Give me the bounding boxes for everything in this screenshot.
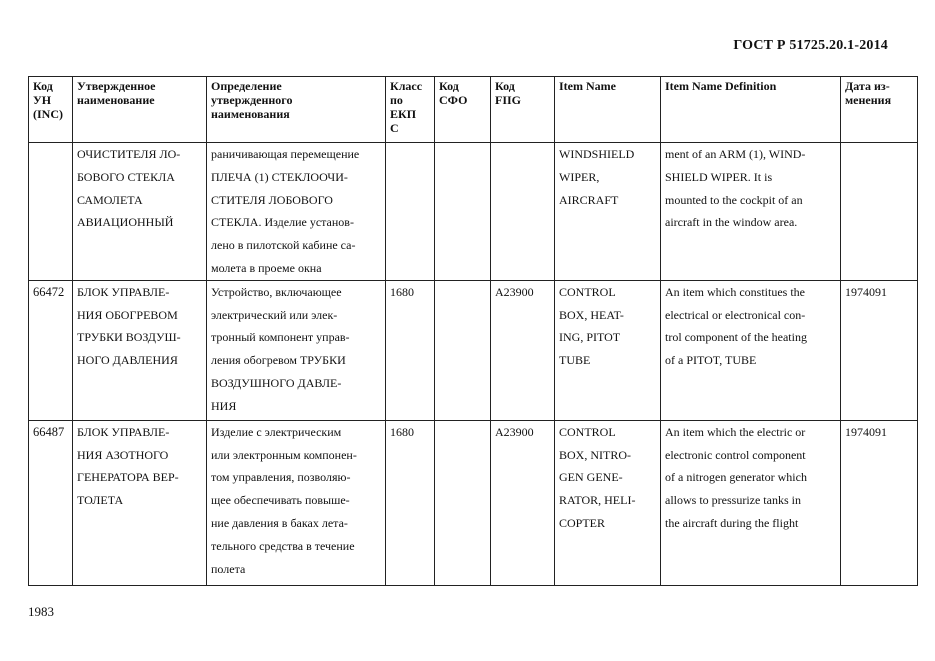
item-name-table xyxy=(28,76,918,586)
table-row xyxy=(29,280,918,420)
text-line: mounted to the cockpit of an xyxy=(665,192,803,207)
cell-fiig: A23900 xyxy=(491,420,555,585)
cell-change-date xyxy=(841,143,918,281)
text-line: ING, PITOT xyxy=(559,330,621,345)
text-line: ГЕНЕРАТОРА ВЕР- xyxy=(77,470,179,485)
cell-inc xyxy=(29,143,73,281)
text-line: BOX, HEAT- xyxy=(559,307,624,322)
col-header-item-name xyxy=(555,77,661,143)
cell-sfo xyxy=(435,280,491,420)
text-line: aircraft in the window area. xyxy=(665,215,798,230)
text-line: GEN GENE- xyxy=(559,470,623,485)
text-line: АВИАЦИОННЫЙ xyxy=(77,215,174,230)
text-line: (INC) xyxy=(33,107,63,121)
text-line: ПЛЕЧА (1) СТЕКЛООЧИ- xyxy=(211,169,348,184)
cell-change-date: 1974091 xyxy=(841,420,918,585)
text-line: Код xyxy=(495,79,515,93)
text-line: лено в пилотской кабине са- xyxy=(211,238,356,253)
text-line: An item which the electric or xyxy=(665,424,806,439)
text-line: наименование xyxy=(77,93,155,107)
cell-fiig: A23900 xyxy=(491,280,555,420)
text-line: полета xyxy=(211,561,246,576)
text-line: том управления, позволяю- xyxy=(211,470,351,485)
cell-item-name xyxy=(555,143,661,281)
text-line: менения xyxy=(845,93,892,107)
cell-inc: 66472 xyxy=(29,280,73,420)
cell-item-definition xyxy=(661,420,841,585)
text-line: Item Name xyxy=(559,79,616,93)
col-header-change-date xyxy=(841,77,918,143)
text-line: СТИТЕЛЯ ЛОБОВОГО xyxy=(211,192,333,207)
text-line: electrical or electronical con- xyxy=(665,307,806,322)
text-line: ления обогревом ТРУБКИ xyxy=(211,353,346,368)
text-line: SHIELD WIPER. It is xyxy=(665,169,773,184)
text-line: ние давления в баках лета- xyxy=(211,515,348,530)
cell-definition xyxy=(207,143,386,281)
cell-class: 1680 xyxy=(386,420,435,585)
text-line: CONTROL xyxy=(559,284,616,299)
text-line: тельного средства в течение xyxy=(211,538,355,553)
text-line: НИЯ ОБОГРЕВОМ xyxy=(77,307,178,322)
text-line: ВОЗДУШНОГО ДАВЛЕ- xyxy=(211,375,342,390)
text-line: НОГО ДАВЛЕНИЯ xyxy=(77,353,178,368)
text-line: Утвержденное xyxy=(77,79,156,93)
text-line: COPTER xyxy=(559,515,606,530)
text-line: CONTROL xyxy=(559,424,616,439)
cell-item-name xyxy=(555,280,661,420)
col-header-approved-name xyxy=(73,77,207,143)
text-line: Item Name Definition xyxy=(665,79,777,93)
text-line: ЕКП xyxy=(390,107,417,121)
cell-item-definition xyxy=(661,280,841,420)
text-line: WINDSHIELD xyxy=(559,147,635,161)
text-line: Дата из- xyxy=(845,79,890,93)
text-line: Код xyxy=(439,79,459,93)
text-line: молета в проеме окна xyxy=(211,260,322,275)
text-line: или электронным компонен- xyxy=(211,447,357,462)
text-line: ment of an ARM (1), WIND- xyxy=(665,147,806,161)
text-line: BOX, NITRO- xyxy=(559,447,631,462)
text-line: Определение xyxy=(211,79,282,93)
text-line: of a nitrogen generator which xyxy=(665,470,807,485)
text-line: of a PITOT, TUBE xyxy=(665,353,757,368)
text-line: ТОЛЕТА xyxy=(77,493,124,508)
text-line: СФО xyxy=(439,93,468,107)
table-row xyxy=(29,143,918,281)
cell-definition xyxy=(207,280,386,420)
text-line: WIPER, xyxy=(559,169,600,184)
cell-class xyxy=(386,143,435,281)
text-line: НИЯ АЗОТНОГО xyxy=(77,447,169,462)
text-line: TUBE xyxy=(559,353,591,368)
cell-inc: 66487 xyxy=(29,420,73,585)
text-line: УН xyxy=(33,93,52,107)
text-line: Изделие с электрическим xyxy=(211,424,342,439)
cell-change-date: 1974091 xyxy=(841,280,918,420)
cell-approved-name xyxy=(73,420,207,585)
text-line: БОВОГО СТЕКЛА xyxy=(77,169,175,184)
text-line: An item which constitues the xyxy=(665,284,805,299)
cell-approved-name xyxy=(73,280,207,420)
col-header-fiig xyxy=(491,77,555,143)
text-line: Устройство, включающее xyxy=(211,284,342,299)
text-line: электрический или элек- xyxy=(211,307,338,322)
text-line: щее обеспечивать повыше- xyxy=(211,493,350,508)
text-line: САМОЛЕТА xyxy=(77,192,143,207)
text-line: НИЯ xyxy=(211,398,237,413)
text-line: electronic control component xyxy=(665,447,806,462)
text-line: RATOR, HELI- xyxy=(559,493,636,508)
col-header-definition xyxy=(207,77,386,143)
col-header-inc xyxy=(29,77,73,143)
cell-sfo xyxy=(435,420,491,585)
col-header-class xyxy=(386,77,435,143)
text-line: ТРУБКИ ВОЗДУШ- xyxy=(77,330,181,345)
text-line: FIIG xyxy=(495,93,522,107)
page-number: 1983 xyxy=(28,604,54,619)
col-header-item-definition xyxy=(661,77,841,143)
cell-definition xyxy=(207,420,386,585)
cell-item-name xyxy=(555,420,661,585)
col-header-sfo xyxy=(435,77,491,143)
text-line: the aircraft during the flight xyxy=(665,515,799,530)
document-standard-number: ГОСТ Р 51725.20.1-2014 xyxy=(733,38,888,53)
text-line: С xyxy=(390,121,399,135)
text-line: Класс xyxy=(390,79,423,93)
table-header-row xyxy=(29,77,918,143)
cell-item-definition xyxy=(661,143,841,281)
text-line: тронный компонент управ- xyxy=(211,330,350,345)
text-line: ОЧИСТИТЕЛЯ ЛО- xyxy=(77,147,181,161)
cell-class: 1680 xyxy=(386,280,435,420)
text-line: Код xyxy=(33,79,53,93)
text-line: БЛОК УПРАВЛЕ- xyxy=(77,424,170,439)
text-line: по xyxy=(390,93,403,107)
text-line: утвержденного xyxy=(211,93,293,107)
text-line: наименования xyxy=(211,107,290,121)
text-line: раничивающая перемещение xyxy=(211,147,360,161)
table-row xyxy=(29,420,918,585)
text-line: trol component of the heating xyxy=(665,330,807,345)
text-line: СТЕКЛА. Изделие установ- xyxy=(211,215,354,230)
text-line: БЛОК УПРАВЛЕ- xyxy=(77,284,170,299)
text-line: AIRCRAFT xyxy=(559,192,619,207)
cell-approved-name xyxy=(73,143,207,281)
cell-fiig xyxy=(491,143,555,281)
cell-sfo xyxy=(435,143,491,281)
text-line: allows to pressurize tanks in xyxy=(665,493,801,508)
